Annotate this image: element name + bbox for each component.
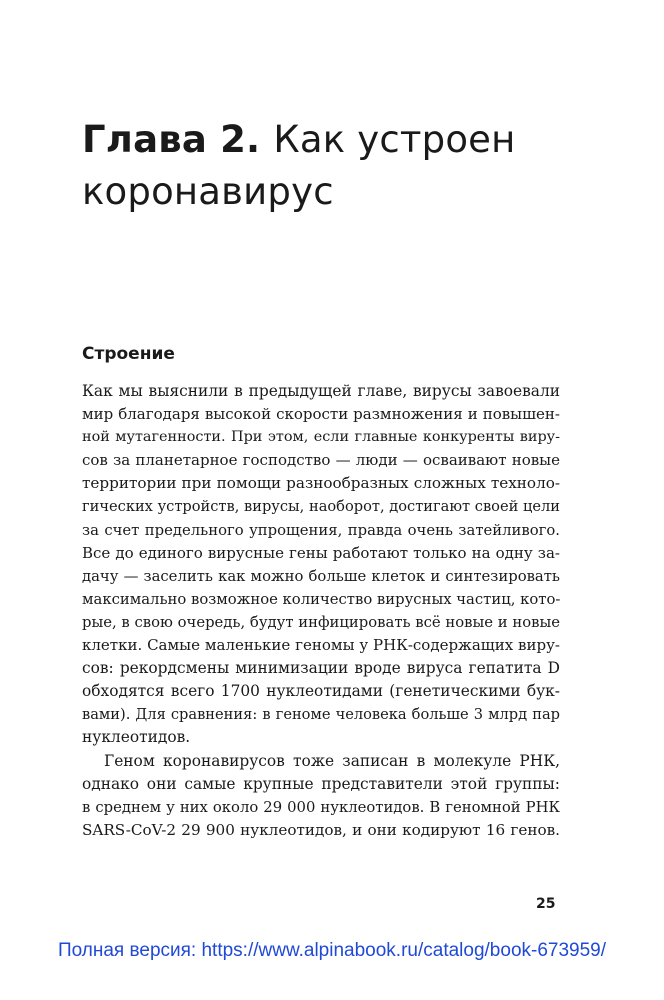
page-number: 25	[536, 896, 556, 912]
chapter-title	[82, 114, 582, 218]
text-line: SARS-CoV-2 29 900 нуклеотидов, и они кодируют 16 генов.	[82, 820, 560, 839]
text-line: сов за планетарное господство — люди — осваивают новые	[82, 451, 560, 470]
body-text	[82, 380, 560, 842]
text-line: нуклеотидов.	[82, 728, 191, 747]
text-line: рые, в свою очередь, будут инфицировать всё новые и новые	[82, 613, 560, 631]
text-line: обходятся всего 1700 нуклеотидами (генетическими бук-	[82, 682, 560, 701]
text-line: дачу — заселить как можно больше клеток и синтезировать	[82, 567, 560, 585]
chapter-title-line2: коронавирус	[82, 170, 334, 213]
chapter-title-line1: Как устроен	[273, 118, 516, 161]
text-line: территории при помощи разнообразных сложных техноло-	[82, 474, 560, 493]
text-line: Как мы выяснили в предыдущей главе, вирусы завоевали	[82, 382, 560, 400]
text-line: ной мутагенности. При этом, если главные конкуренты виру-	[82, 429, 560, 446]
text-line: гических устройств, вирусы, наоборот, достигают своей цели	[82, 498, 560, 516]
chapter-number: Глава 2.	[82, 118, 261, 161]
paragraph-2	[82, 750, 560, 842]
full-version-link[interactable]: Полная версия: https://www.alpinabook.ru/catalog/book-673959/	[57, 940, 607, 961]
text-line: Геном коронавирусов тоже записан в молекуле РНК,	[104, 751, 560, 770]
text-line: сов: рекордсмены минимизации вроде вируса гепатита D	[82, 659, 560, 678]
text-line: вами). Для сравнения: в геноме человека больше 3 млрд пар	[82, 706, 560, 724]
section-heading: Строение	[82, 344, 175, 364]
text-line: однако они самые крупные представители этой группы:	[82, 774, 560, 793]
text-line: мир благодаря высокой скорости размножения и повышен-	[82, 405, 560, 424]
paragraph-1	[82, 380, 560, 750]
text-line: максимально возможное количество вирусных частиц, кото-	[82, 590, 561, 608]
text-line: в среднем у них около 29 000 нуклеотидов. В геномной РНК	[82, 798, 560, 816]
text-line: за счет предельного упрощения, правда очень затейливого.	[82, 521, 560, 539]
text-line: клетки. Самые маленькие геномы у РНК-содержащих виру-	[82, 636, 560, 655]
text-line: Все до единого вирусные гены работают только на одну за-	[82, 543, 560, 562]
